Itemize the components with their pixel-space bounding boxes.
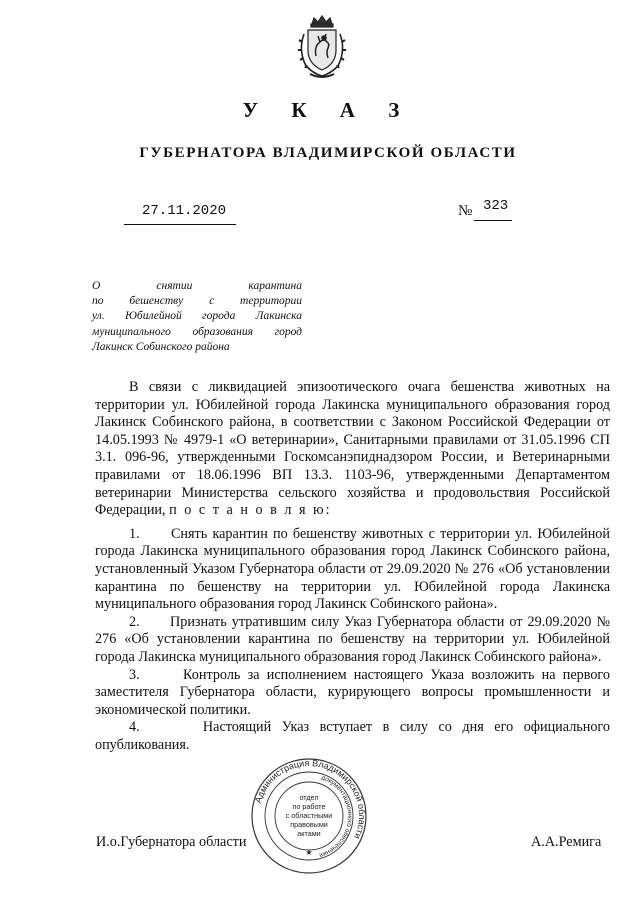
stamp-inner-line: отдел	[299, 793, 319, 802]
document-body	[95, 379, 610, 754]
subject-line: О снятии карантина	[92, 280, 302, 292]
preamble-text: В связи с ликвидацией эпизоотического очага бешенства животных на территории ул. Юбилейной города Лакинска муниципального образования город Лакинск Собинского района, в соответствии с Законом Российской Федерации от 14.05.1993 № 4979-1 «О ветеринарии», Санитарными правилами от 31.05.1996 СП 3.1. 096-96, утвержденными Госкомсанэпиднадзором России, и Ветеринарными правилами от 18.06.1996 ВП 13.3. 1103-96, утвержденными Департаментом ветеринарии Министерства сельского хозяйства и продовольствия Российской Федерации,	[95, 379, 610, 519]
document-date: 27.11.2020	[142, 203, 227, 219]
stamp-outer-text: Администрация Владимирской области	[252, 757, 368, 841]
decree-word: п о с т а н о в л я ю:	[169, 502, 332, 519]
subject-line: Лакинск Собинского района	[92, 340, 230, 353]
document-issuer: ГУБЕРНАТОРА ВЛАДИМИРСКОЙ ОБЛАСТИ	[139, 145, 517, 161]
document-number: 323	[483, 198, 509, 214]
star-icon: ★	[305, 848, 313, 857]
decree-item-4: 4. Настоящий Указ вступает в силу со дня его официального опубликования.	[95, 719, 610, 753]
stamp-inner-line: по работе	[292, 802, 326, 811]
date-underline	[124, 224, 236, 225]
official-stamp	[250, 757, 368, 875]
signer-name: А.А.Ремига	[531, 834, 602, 850]
decree-item-2: 2. Признать утратившим силу Указ Губернатора области от 29.09.2020 № 276 «Об установлении карантина по бешенству на территории ул. Юбилейной города Лакинска муниципального образования город Лакинск Собинского района».	[95, 613, 610, 665]
stamp-inner-line: правовыми	[290, 820, 328, 829]
subject-line: по бешенству с территории	[92, 295, 302, 308]
document-subject	[92, 279, 302, 355]
stamp-inner-line: с областными	[285, 811, 333, 820]
stamp-ring-text: документационного обеспечения	[318, 774, 354, 859]
document-title: У К А З	[242, 98, 414, 122]
stamp-inner-line: актами	[297, 829, 321, 838]
number-sign: №	[458, 203, 473, 219]
subject-line: муниципального образования город	[92, 325, 302, 338]
number-underline	[474, 220, 512, 221]
signer-position: И.о.Губернатора области	[96, 834, 247, 850]
preamble-paragraph	[95, 379, 610, 520]
subject-line: ул. Юбилейной города Лакинска	[92, 310, 302, 323]
decree-item-3: 3. Контроль за исполнением настоящего Указа возложить на первого заместителя Губернатора области, курирующего вопросы промышленности и экономической политики.	[95, 666, 610, 718]
coat-of-arms-icon	[294, 14, 350, 80]
decree-item-1: 1. Снять карантин по бешенству животных с территории ул. Юбилейной города Лакинска муниципального образования город Лакинск Собинского района, установленный Указом Губернатора области от 29.09.2020 № 276 «Об установлении карантина по бешенству на территории ул. Юбилейной города Лакинска муниципального образования город Лакинск Собинского района».	[95, 525, 610, 613]
